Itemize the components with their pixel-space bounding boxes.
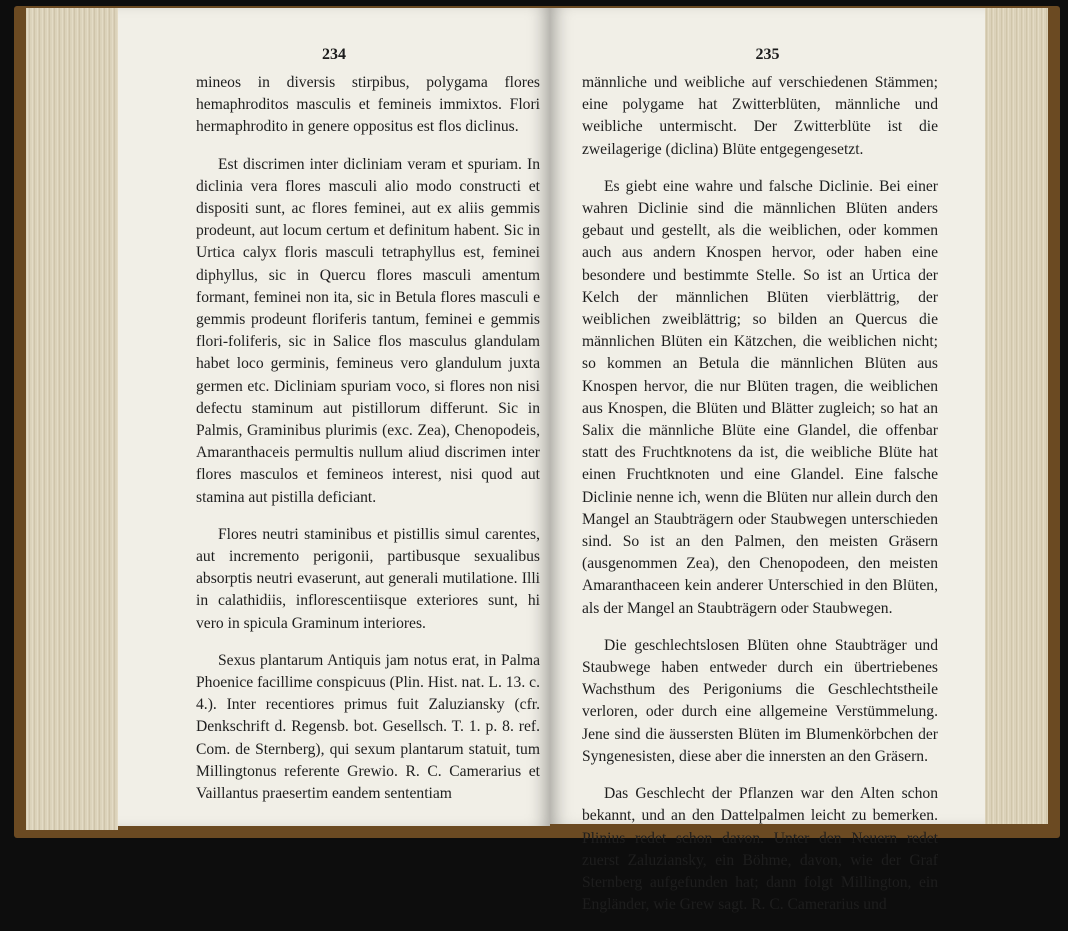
paragraph: Sexus plantarum Antiquis jam notus erat, in Palma Phoenice facillime conspicuus (Plin. Hist. nat. L. 13. c. 4.). Inter recentiores primus fuit Zaluziansky (cfr. Denkschrift d. Regensb. bot. Gesellsch. T. 1. p. 8. ref. Com. de Sternberg), qui sexum plantarum statuit, tum Millingtonus referente Grewio. R. C. Camerarius et Vaillantus praesertim eandem sententiam (196, 651, 540, 803)
left-page (118, 8, 550, 826)
paragraph: Flores neutri staminibus et pistillis simul carentes, aut incremento perigonii, partibusque sexualibus absorptis neutri evaserunt, aut generali mutilatione. Illi in calathidiis, inflorescentiisque exteriores sunt, hi vero in spicula Graminum interiores. (196, 525, 540, 632)
right-page-number: 235 (755, 46, 780, 63)
right-page (550, 8, 985, 914)
paragraph: Die geschlechtslosen Blüten ohne Staubträger und Staubwege haben entweder durch ein übertriebenes Wachsthum des Perigoniums die Geschlechtstheile verloren, oder durch eine allgemeine Verstümmelung. Jene sind die äussersten Blüten im Blumenkörbchen der Syngenesisten, diese aber die innersten an den Gräsern. (582, 636, 938, 765)
paragraph: Es giebt eine wahre und falsche Diclinie. Bei einer wahren Diclinie sind die männlichen Blüten anders gebaut und gestellt, als die weiblichen, oder kommen auch aus andern Knospen hervor, oder haben eine besondere und bestimmte Stelle. So ist an Urtica der Kelch der männlichen Blüten vierblättrig, der weiblichen zweiblättrig; so bilden an Quercus die männlichen Blüten ein Kätzchen, die weiblichen nicht; so kommen an Betula die männlichen Blüten aus Knospen hervor, die nur Blüten tragen, die weiblichen aus Knospen, die Blüten und Blätter zugleich; so hat an Salix die männliche Blüte eine Glandel, die offenbar statt des Fruchtknotens da ist, die weibliche Blüte hat einen Fruchtknoten und eine Glandel. Eine falsche Diclinie nenne ich, wenn die Blüten nur allein durch den Mangel an Staubträgern oder Staubwegen unterschieden sind. So ist an den Palmen, den meisten Gräsern (ausgenommen Zea), den Chenopodeen, den meisten Amaranthaceen kein anderer Unterschied in den Blüten, als der Mangel an Staubträgern oder Staubwegen. (582, 177, 938, 617)
paragraph: Das Geschlecht der Pflanzen war den Alten schon bekannt, und an den Dattelpalmen leicht zu bemerken. Plinius redet schon davon. Unter den Neuern redet zuerst Zaluziansky, ein Böhme, davon, wie der Graf Sternberg aufgefunden hat; dann folgt Millington, ein Engländer, wie Grew sagt. R. C. Camerarius und (582, 785, 938, 914)
right-page-text (582, 72, 938, 931)
left-page-number: 234 (322, 46, 346, 63)
paragraph: männliche und weibliche auf verschiedenen Stämmen; eine polygame hat Zwitterblüten, männliche und weibliche untermischt. Der Zwitterblüte ist die zweilagerige (diclina) Blüte entgegengesetzt. (582, 74, 938, 158)
left-page-text (196, 72, 540, 820)
left-page-edges (26, 8, 118, 830)
paragraph: mineos in diversis stirpibus, polygama flores hemaphroditos masculis et femineis immixtos. Flori hermaphrodito in genere oppositus est flos diclinus. (196, 74, 540, 136)
paragraph: Est discrimen inter dicliniam veram et spuriam. In diclinia vera flores masculi alio modo constructi et dispositi sunt, ac flores feminei, aut ex aliis gemmis prodeunt, aut locum certum et definitum habent. Sic in Urtica calyx floris masculi tetraphyllus est, feminei diphyllus, sic in Quercu flores masculi amentum formant, feminei non ita, sic in Betula flores masculi e gemmis prodeunt floriferis tantum, feminei e gemmis flori-foliferis, sic in Salice flos masculus glandulam habet loco germinis, femineus vero glandulum juxta germen etc. Dicliniam spuriam voco, si flores non nisi defectu staminum aut pistillorum differunt. Sic in Palmis, Graminibus plurimis (exc. Zea), Chenopodeis, Amaranthaceis permultis nullum aliud discrimen inter flores masculos et femineos interest, nisi quod aut stamina aut pistilla deficiant. (196, 155, 540, 506)
right-page-edges (985, 8, 1048, 824)
